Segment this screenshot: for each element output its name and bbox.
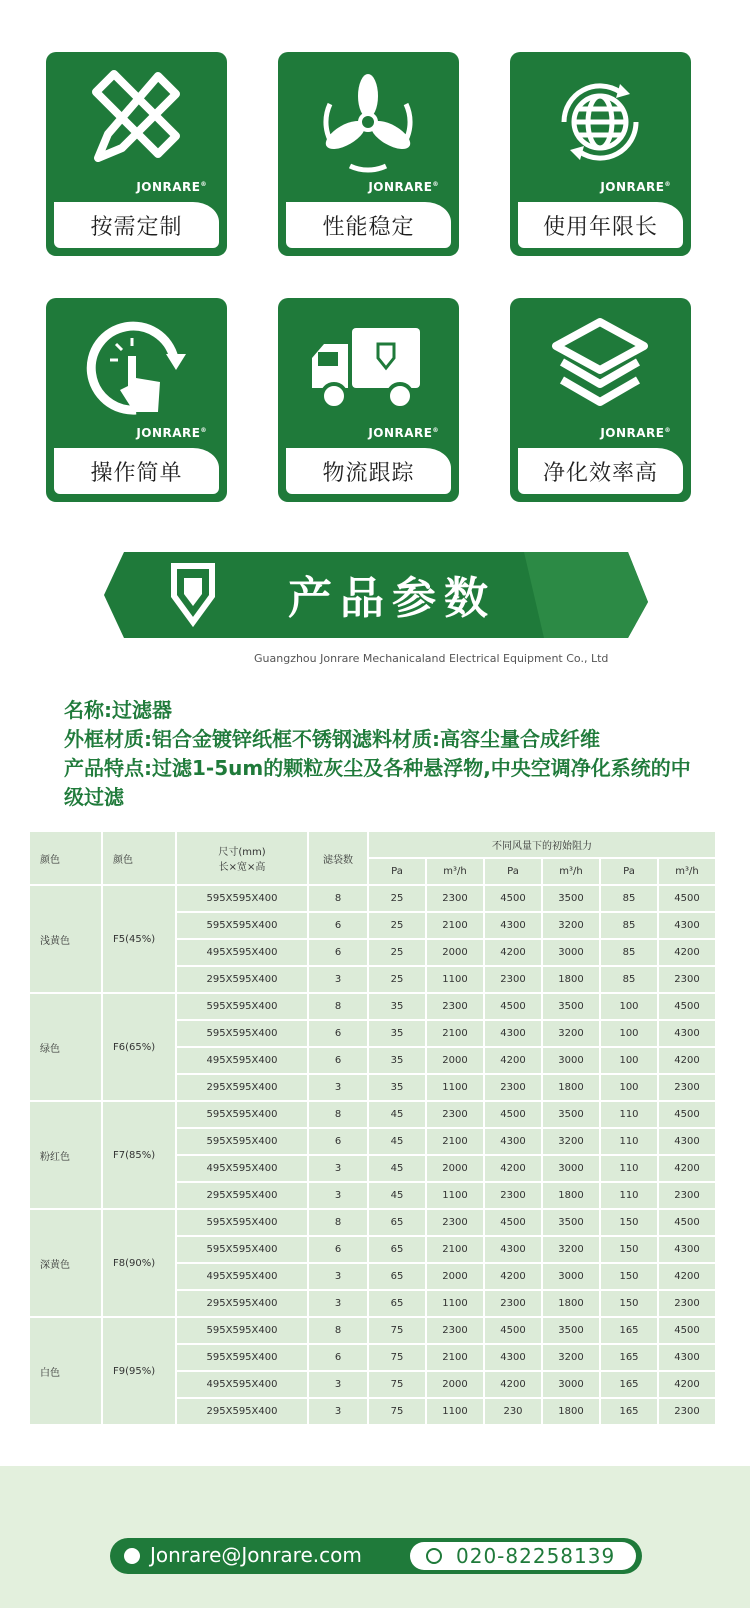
table-cell: 100 — [601, 1075, 657, 1100]
table-cell: 4300 — [485, 913, 541, 938]
table-cell: 295X595X400 — [177, 967, 307, 992]
table-cell: 4300 — [659, 1237, 715, 1262]
table-cell: 4300 — [659, 1129, 715, 1154]
table-cell: 4500 — [485, 886, 541, 911]
table-cell: 295X595X400 — [177, 1075, 307, 1100]
table-cell: 150 — [601, 1210, 657, 1235]
feature-label: 按需定制 — [90, 214, 183, 240]
table-cell: 495X595X400 — [177, 1372, 307, 1397]
row-color: 深黄色 — [30, 1210, 101, 1316]
table-cell: 4300 — [659, 1345, 715, 1370]
table-cell: 110 — [601, 1102, 657, 1127]
table-row — [30, 1102, 715, 1127]
feature-card-efficiency — [510, 298, 691, 502]
product-features: 产品特点:过滤1-5um的颗粒灰尘及各种悬浮物,中央空调净化系统的中级过滤 — [64, 756, 691, 809]
table-cell: 2300 — [427, 994, 483, 1019]
table-cell: 2300 — [427, 886, 483, 911]
table-row — [30, 886, 715, 911]
brand-logo: JONRARE® — [600, 180, 671, 194]
table-cell: 3 — [309, 1291, 367, 1316]
table-cell: 495X595X400 — [177, 1156, 307, 1181]
table-cell: 6 — [309, 1021, 367, 1046]
table-cell: 3 — [309, 1183, 367, 1208]
row-grade: F9(95%) — [103, 1318, 175, 1424]
table-cell: 4200 — [485, 1156, 541, 1181]
header-sub: Pa — [485, 859, 541, 884]
table-cell: 4500 — [485, 994, 541, 1019]
table-cell: 595X595X400 — [177, 1210, 307, 1235]
row-color: 绿色 — [30, 994, 101, 1100]
table-cell: 3500 — [543, 1102, 599, 1127]
table-cell: 4200 — [485, 940, 541, 965]
table-cell: 4500 — [659, 1102, 715, 1127]
table-cell: 4500 — [659, 886, 715, 911]
table-cell: 2300 — [659, 967, 715, 992]
product-material: 外框材质:铝合金镀锌纸框不锈钢滤料材质:高容尘量合成纤维 — [64, 727, 600, 751]
table-cell: 4500 — [659, 1318, 715, 1343]
table-cell: 3000 — [543, 1048, 599, 1073]
table-cell: 3500 — [543, 886, 599, 911]
table-cell: 2300 — [427, 1102, 483, 1127]
table-cell: 4200 — [485, 1372, 541, 1397]
header-size-title: 尺寸(mm) — [218, 847, 266, 858]
table-cell: 6 — [309, 1345, 367, 1370]
table-cell: 2100 — [427, 913, 483, 938]
company-name: Guangzhou Jonrare Mechanicaland Electrical Equipment Co., Ltd — [254, 652, 609, 665]
table-cell: 150 — [601, 1264, 657, 1289]
header-color: 颜色 — [30, 832, 101, 884]
table-cell: 35 — [369, 1075, 425, 1100]
table-cell: 6 — [309, 1129, 367, 1154]
table-cell: 1100 — [427, 1183, 483, 1208]
table-cell: 3 — [309, 1399, 367, 1424]
table-cell: 2300 — [659, 1291, 715, 1316]
table-cell: 2000 — [427, 1156, 483, 1181]
table-cell: 85 — [601, 913, 657, 938]
table-cell: 150 — [601, 1291, 657, 1316]
table-cell: 100 — [601, 1021, 657, 1046]
table-row — [30, 994, 715, 1019]
table-cell: 100 — [601, 1048, 657, 1073]
table-cell: 65 — [369, 1264, 425, 1289]
table-cell: 4200 — [659, 1264, 715, 1289]
table-cell: 1800 — [543, 1183, 599, 1208]
feature-label: 性能稳定 — [322, 214, 415, 240]
table-cell: 3000 — [543, 940, 599, 965]
table-cell: 65 — [369, 1237, 425, 1262]
table-cell: 2300 — [485, 1183, 541, 1208]
table-cell: 3000 — [543, 1264, 599, 1289]
table-cell: 45 — [369, 1129, 425, 1154]
product-description — [64, 696, 704, 812]
feature-label: 净化效率高 — [542, 460, 658, 486]
table-cell: 4500 — [485, 1318, 541, 1343]
table-cell: 2000 — [427, 1264, 483, 1289]
table-cell: 3000 — [543, 1156, 599, 1181]
table-cell: 3200 — [543, 1345, 599, 1370]
header-sub: m³/h — [427, 859, 483, 884]
header-size-sub: 长×宽×高 — [218, 862, 266, 873]
table-cell: 4200 — [659, 940, 715, 965]
table-cell: 6 — [309, 1048, 367, 1073]
feature-label-box — [518, 202, 683, 248]
footer-band — [0, 1466, 750, 1608]
table-cell: 1800 — [543, 1399, 599, 1424]
feature-card-logistics — [278, 298, 459, 502]
table-cell: 2300 — [485, 967, 541, 992]
mail-icon — [124, 1548, 140, 1564]
fan-icon — [308, 62, 428, 182]
table-cell: 35 — [369, 1048, 425, 1073]
table-cell: 165 — [601, 1399, 657, 1424]
table-cell: 1800 — [543, 1075, 599, 1100]
feature-label-box — [54, 448, 219, 494]
table-cell: 4500 — [659, 994, 715, 1019]
table-cell: 295X595X400 — [177, 1183, 307, 1208]
table-cell: 2300 — [485, 1291, 541, 1316]
table-cell: 6 — [309, 913, 367, 938]
brand-logo: JONRARE® — [136, 180, 207, 194]
feature-card-custom — [46, 52, 227, 256]
table-cell: 2100 — [427, 1345, 483, 1370]
table-cell: 65 — [369, 1291, 425, 1316]
table-cell: 295X595X400 — [177, 1291, 307, 1316]
table-cell: 1800 — [543, 967, 599, 992]
brand-logo: JONRARE® — [600, 426, 671, 440]
table-cell: 8 — [309, 1318, 367, 1343]
table-row — [30, 1318, 715, 1343]
contact-email[interactable]: Jonrare@Jonrare.com — [150, 1543, 362, 1567]
banner-title: 产品参数 — [288, 573, 496, 624]
feature-label: 操作简单 — [90, 460, 183, 486]
table-cell: 595X595X400 — [177, 994, 307, 1019]
table-cell: 595X595X400 — [177, 1318, 307, 1343]
table-cell: 4200 — [659, 1372, 715, 1397]
row-grade: F5(45%) — [103, 886, 175, 992]
header-size — [177, 832, 307, 884]
table-cell: 2300 — [659, 1399, 715, 1424]
table-cell: 2000 — [427, 1372, 483, 1397]
row-grade: F8(90%) — [103, 1210, 175, 1316]
section-banner — [104, 552, 648, 665]
table-cell: 75 — [369, 1318, 425, 1343]
table-cell: 6 — [309, 940, 367, 965]
table-cell: 3 — [309, 1075, 367, 1100]
table-cell: 2300 — [659, 1183, 715, 1208]
table-cell: 595X595X400 — [177, 1102, 307, 1127]
table-cell: 3 — [309, 967, 367, 992]
table-cell: 45 — [369, 1183, 425, 1208]
ruler-pencil-icon — [76, 62, 196, 182]
product-name: 名称:过滤器 — [64, 698, 172, 722]
table-cell: 25 — [369, 940, 425, 965]
table-cell: 6 — [309, 1237, 367, 1262]
table-cell: 595X595X400 — [177, 913, 307, 938]
row-color: 浅黄色 — [30, 886, 101, 992]
table-cell: 4300 — [485, 1237, 541, 1262]
contact-bar — [110, 1538, 642, 1574]
table-cell: 8 — [309, 1102, 367, 1127]
header-sub: m³/h — [659, 859, 715, 884]
phone-icon — [426, 1548, 442, 1564]
hand-click-icon — [76, 308, 196, 428]
feature-label-box — [286, 448, 451, 494]
table-cell: 3500 — [543, 994, 599, 1019]
table-cell: 1100 — [427, 967, 483, 992]
table-cell: 165 — [601, 1318, 657, 1343]
contact-phone[interactable]: 020-82258139 — [456, 1544, 616, 1568]
table-cell: 4200 — [659, 1048, 715, 1073]
table-cell: 1100 — [427, 1399, 483, 1424]
table-cell: 8 — [309, 994, 367, 1019]
table-cell: 2300 — [427, 1210, 483, 1235]
table-cell: 4300 — [485, 1021, 541, 1046]
table-cell: 495X595X400 — [177, 1048, 307, 1073]
table-cell: 3500 — [543, 1318, 599, 1343]
table-cell: 25 — [369, 967, 425, 992]
phone-box — [410, 1542, 636, 1570]
table-cell: 150 — [601, 1237, 657, 1262]
feature-card-stable — [278, 52, 459, 256]
table-cell: 85 — [601, 967, 657, 992]
header-bags: 滤袋数 — [309, 832, 367, 884]
header-resistance: 不同风量下的初始阻力 — [369, 832, 715, 857]
table-cell: 75 — [369, 1345, 425, 1370]
table-cell: 2000 — [427, 940, 483, 965]
table-cell: 165 — [601, 1372, 657, 1397]
table-cell: 3200 — [543, 1237, 599, 1262]
table-cell: 2100 — [427, 1129, 483, 1154]
table-cell: 35 — [369, 994, 425, 1019]
table-cell: 8 — [309, 1210, 367, 1235]
table-cell: 4300 — [659, 1021, 715, 1046]
table-cell: 85 — [601, 886, 657, 911]
row-color: 白色 — [30, 1318, 101, 1424]
globe-icon — [540, 62, 660, 182]
table-cell: 2300 — [427, 1318, 483, 1343]
brand-logo: JONRARE® — [368, 426, 439, 440]
table-cell: 65 — [369, 1210, 425, 1235]
header-sub: m³/h — [543, 859, 599, 884]
table-cell: 3500 — [543, 1210, 599, 1235]
table-cell: 4500 — [485, 1210, 541, 1235]
table-cell: 4200 — [485, 1048, 541, 1073]
table-cell: 2100 — [427, 1237, 483, 1262]
feature-label: 物流跟踪 — [322, 460, 415, 486]
feature-label-box — [286, 202, 451, 248]
table-cell: 4300 — [485, 1129, 541, 1154]
table-cell: 110 — [601, 1129, 657, 1154]
table-cell: 165 — [601, 1345, 657, 1370]
table-cell: 8 — [309, 886, 367, 911]
table-cell: 45 — [369, 1156, 425, 1181]
table-cell: 595X595X400 — [177, 1021, 307, 1046]
table-cell: 75 — [369, 1399, 425, 1424]
table-cell: 595X595X400 — [177, 1129, 307, 1154]
table-cell: 3200 — [543, 1021, 599, 1046]
table-row — [30, 1210, 715, 1235]
table-cell: 1800 — [543, 1291, 599, 1316]
table-cell: 3 — [309, 1264, 367, 1289]
table-cell: 595X595X400 — [177, 1237, 307, 1262]
table-cell: 4200 — [659, 1156, 715, 1181]
table-cell: 3200 — [543, 913, 599, 938]
table-cell: 2100 — [427, 1021, 483, 1046]
table-cell: 1100 — [427, 1075, 483, 1100]
table-cell: 100 — [601, 994, 657, 1019]
table-cell: 4300 — [659, 913, 715, 938]
spec-table — [28, 830, 717, 1426]
table-cell: 230 — [485, 1399, 541, 1424]
feature-label: 使用年限长 — [542, 214, 658, 240]
table-cell: 4500 — [659, 1210, 715, 1235]
row-grade: F6(65%) — [103, 994, 175, 1100]
table-cell: 295X595X400 — [177, 1399, 307, 1424]
feature-label-box — [518, 448, 683, 494]
feature-card-long-life — [510, 52, 691, 256]
brand-logo: JONRARE® — [136, 426, 207, 440]
table-cell: 110 — [601, 1183, 657, 1208]
table-cell: 2300 — [485, 1075, 541, 1100]
header-sub: Pa — [369, 859, 425, 884]
table-cell: 110 — [601, 1156, 657, 1181]
table-cell: 45 — [369, 1102, 425, 1127]
table-cell: 75 — [369, 1372, 425, 1397]
feature-label-box — [54, 202, 219, 248]
table-cell: 85 — [601, 940, 657, 965]
table-cell: 2000 — [427, 1048, 483, 1073]
table-cell: 3000 — [543, 1372, 599, 1397]
table-cell: 2300 — [659, 1075, 715, 1100]
table-cell: 3 — [309, 1372, 367, 1397]
table-cell: 595X595X400 — [177, 1345, 307, 1370]
table-cell: 1100 — [427, 1291, 483, 1316]
table-cell: 25 — [369, 886, 425, 911]
table-cell: 25 — [369, 913, 425, 938]
header-grade: 颜色 — [103, 832, 175, 884]
layers-icon — [540, 308, 660, 428]
table-cell: 4500 — [485, 1102, 541, 1127]
table-cell: 4200 — [485, 1264, 541, 1289]
table-cell: 495X595X400 — [177, 940, 307, 965]
table-cell: 4300 — [485, 1345, 541, 1370]
header-sub: Pa — [601, 859, 657, 884]
truck-icon — [298, 308, 438, 428]
table-cell: 595X595X400 — [177, 886, 307, 911]
row-grade: F7(85%) — [103, 1102, 175, 1208]
row-color: 粉红色 — [30, 1102, 101, 1208]
table-cell: 35 — [369, 1021, 425, 1046]
table-cell: 495X595X400 — [177, 1264, 307, 1289]
feature-card-easy — [46, 298, 227, 502]
table-cell: 3 — [309, 1156, 367, 1181]
brand-logo: JONRARE® — [368, 180, 439, 194]
table-cell: 3200 — [543, 1129, 599, 1154]
